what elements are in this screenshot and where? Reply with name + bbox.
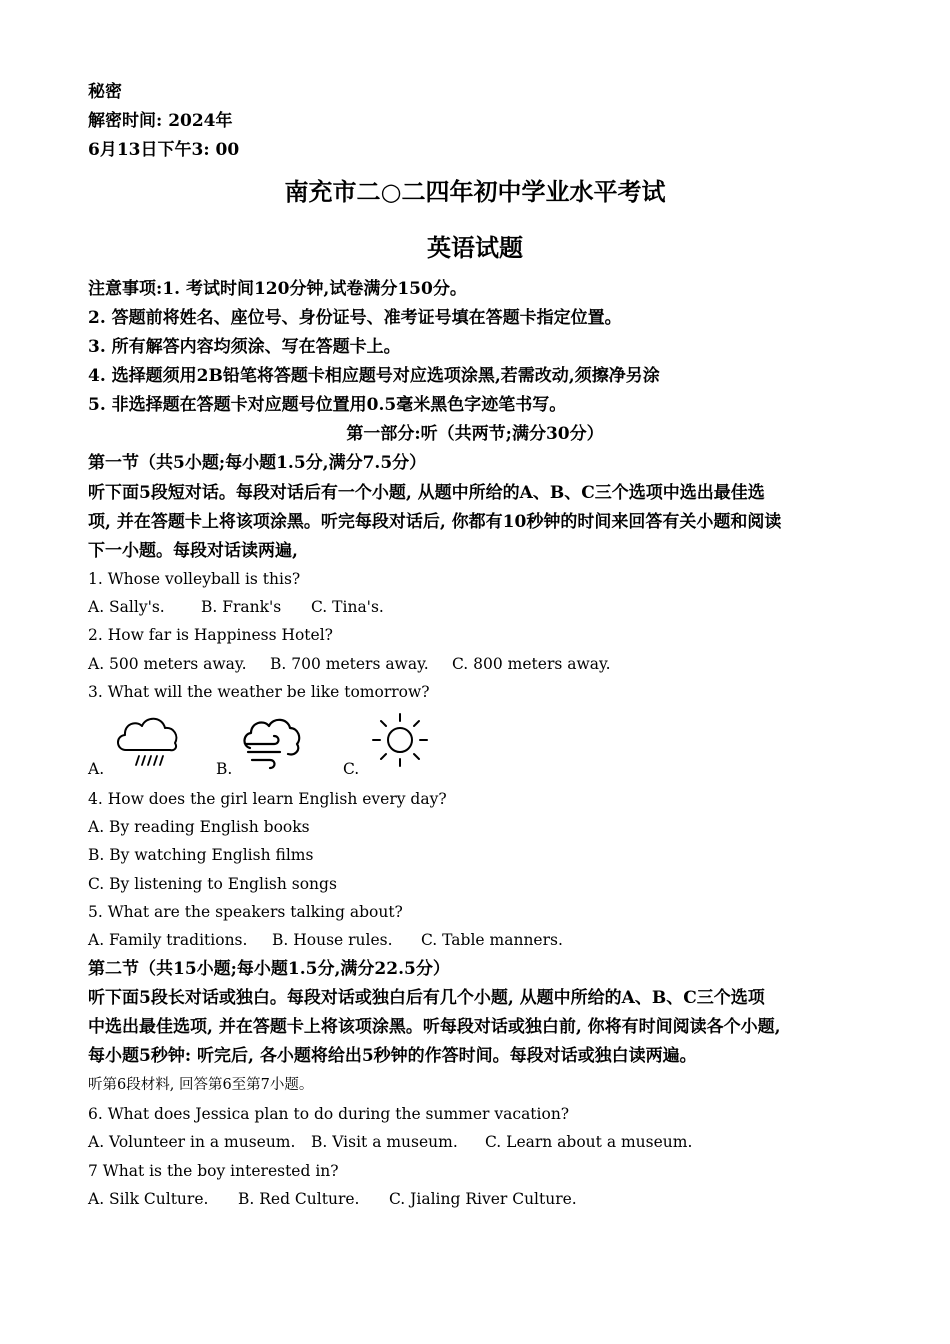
q1-option-b[interactable]: B. Frank's — [201, 598, 282, 616]
note-5: 5. 非选择题在答题卡对应题号位置用0.5毫米黑色字迹笔书写。 — [88, 395, 567, 415]
q7-option-b[interactable]: B. Red Culture. — [238, 1190, 360, 1208]
rain-cloud-icon — [112, 710, 182, 772]
question-4: 4. How does the girl learn English every day? — [88, 790, 447, 808]
q1-option-a[interactable]: A. Sally's. — [88, 598, 165, 616]
question-3: 3. What will the weather be like tomorrow? — [88, 683, 430, 701]
q4-option-c[interactable]: C. By listening to English songs — [88, 875, 337, 893]
secret-label: 秘密 — [88, 82, 122, 102]
exam-subtitle: 英语试题 — [427, 233, 523, 262]
section2-instruction-3: 每小题5秒钟: 听完后, 各小题将给出5秒钟的作答时间。每段对话或独白读两遍。 — [88, 1046, 697, 1066]
section2-instruction-1: 听下面5段长对话或独白。每段对话或独白后有几个小题, 从题中所给的A、B、C三个选项 — [88, 988, 765, 1008]
wind-cloud-icon — [240, 714, 304, 774]
question-1: 1. Whose volleyball is this? — [88, 570, 301, 588]
q6-option-a[interactable]: A. Volunteer in a museum. — [88, 1133, 296, 1151]
exam-title: 南充市二○二四年初中学业水平考试 — [284, 177, 666, 206]
q6-option-b[interactable]: B. Visit a museum. — [311, 1133, 458, 1151]
section1-heading: 第一节（共5小题;每小题1.5分,满分7.5分） — [88, 453, 427, 473]
note-4: 4. 选择题须用2B铅笔将答题卡相应题号对应选项涂黑,若需改动,须擦净另涂 — [88, 366, 660, 386]
question-2: 2. How far is Happiness Hotel? — [88, 626, 333, 644]
note-3: 3. 所有解答内容均须涂、写在答题卡上。 — [88, 337, 401, 357]
q5-option-b[interactable]: B. House rules. — [272, 931, 393, 949]
material-note: 听第6段材料, 回答第6至第7小题。 — [88, 1077, 314, 1093]
q4-option-a[interactable]: A. By reading English books — [88, 818, 310, 836]
section1-instruction-1: 听下面5段短对话。每段对话后有一个小题, 从题中所给的A、B、C三个选项中选出最佳选 — [88, 483, 765, 503]
q2-option-a[interactable]: A. 500 meters away. — [88, 655, 247, 673]
note-2: 2. 答题前将姓名、座位号、身份证号、准考证号填在答题卡指定位置。 — [88, 308, 622, 328]
decrypt-time-line2: 6月13日下午3: 00 — [88, 140, 240, 160]
q3-option-b[interactable]: B. — [216, 760, 233, 778]
question-5: 5. What are the speakers talking about? — [88, 903, 403, 921]
section2-instruction-2: 中选出最佳选项, 并在答题卡上将该项涂黑。听每段对话或独白前, 你将有时间阅读各个小题, — [88, 1017, 781, 1037]
question-7: 7 What is the boy interested in? — [88, 1162, 339, 1180]
section1-instruction-3: 下一小题。每段对话读两遍, — [88, 541, 298, 561]
sun-icon — [369, 710, 431, 770]
q7-option-a[interactable]: A. Silk Culture. — [88, 1190, 209, 1208]
question-6: 6. What does Jessica plan to do during the summer vacation? — [88, 1105, 570, 1123]
q5-option-c[interactable]: C. Table manners. — [421, 931, 563, 949]
decrypt-time-line1: 解密时间: 2024年 — [88, 111, 233, 131]
q6-option-c[interactable]: C. Learn about a museum. — [485, 1133, 693, 1151]
section2-heading: 第二节（共15小题;每小题1.5分,满分22.5分） — [88, 959, 450, 979]
q3-option-c[interactable]: C. — [343, 760, 360, 778]
q2-option-b[interactable]: B. 700 meters away. — [270, 655, 429, 673]
note-1: 注意事项:1. 考试时间120分钟,试卷满分150分。 — [88, 279, 467, 299]
q1-option-c[interactable]: C. Tina's. — [311, 598, 384, 616]
section1-instruction-2: 项, 并在答题卡上将该项涂黑。听完每段对话后, 你都有10秒钟的时间来回答有关小题和阅读 — [88, 512, 782, 532]
q5-option-a[interactable]: A. Family traditions. — [88, 931, 248, 949]
q3-option-a[interactable]: A. — [88, 760, 105, 778]
q4-option-b[interactable]: B. By watching English films — [88, 846, 314, 864]
q2-option-c[interactable]: C. 800 meters away. — [452, 655, 611, 673]
q7-option-c[interactable]: C. Jialing River Culture. — [389, 1190, 577, 1208]
part1-heading: 第一部分:听（共两节;满分30分） — [346, 424, 604, 444]
